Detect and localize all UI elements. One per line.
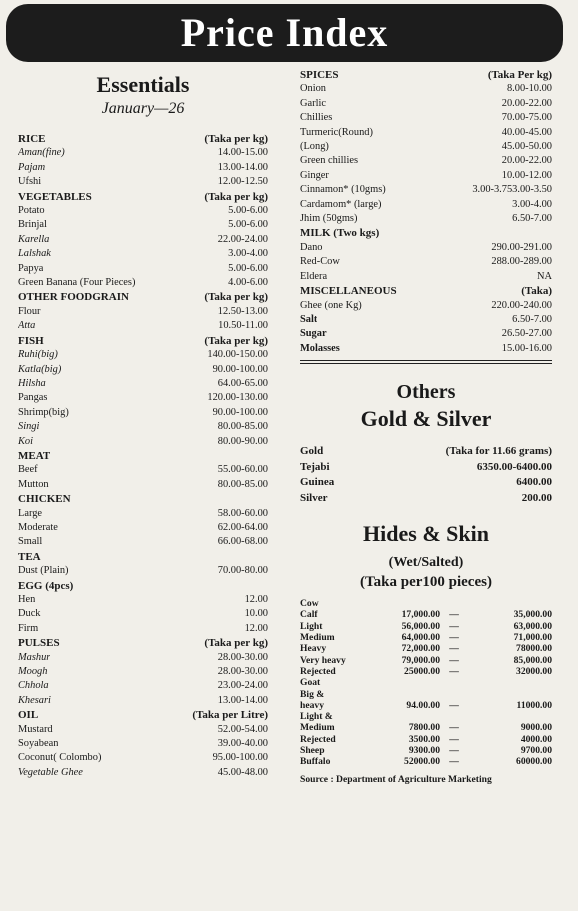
price-row [18, 161, 268, 175]
item-name: Moogh [18, 666, 48, 678]
item-name: Ruhi(big) [18, 349, 58, 361]
item-name: Hilsha [18, 377, 46, 389]
item-name: Buffalo [300, 756, 331, 768]
item-price: 12.00 [244, 622, 268, 634]
price-high: 78000.00 [516, 643, 552, 655]
category-header [18, 579, 268, 593]
price-row [300, 270, 552, 284]
item-name: Karella [18, 233, 50, 245]
price-row [300, 169, 552, 183]
item-name: Moderate [18, 521, 58, 533]
price-row [300, 342, 552, 356]
item-name: Silver [300, 491, 328, 504]
price-high: 85,000.00 [513, 654, 552, 666]
price-row [18, 391, 268, 405]
item-name: Calf [300, 609, 318, 621]
item-price: (Taka for 11.66 grams) [445, 445, 552, 458]
price-row [18, 463, 268, 477]
item-name: Red-Cow [300, 256, 340, 268]
price-low: 17,000.00 [401, 609, 440, 621]
price-low: 52000.00 [404, 756, 440, 768]
item-price: 120.00-130.00 [207, 392, 268, 404]
price-low: 9300.00 [408, 744, 440, 756]
price-high: 9700.00 [520, 744, 552, 756]
item-name: MISCELLANEOUS [300, 285, 397, 298]
item-name: Small [18, 536, 43, 548]
item-name: Firm [18, 622, 39, 634]
price-row [18, 204, 268, 218]
price-high [468, 711, 552, 722]
item-name: Koi [18, 435, 34, 447]
dash: — [449, 643, 459, 655]
essentials-column [18, 68, 268, 780]
price-row [18, 377, 268, 391]
dash: — [449, 756, 459, 768]
price-row [18, 593, 268, 607]
price-row [18, 535, 268, 549]
item-name: OTHER FOODGRAIN [18, 291, 129, 304]
item-price: 26.50-27.00 [501, 328, 552, 340]
price-row [300, 241, 552, 255]
price-row [18, 348, 268, 362]
price-high [468, 689, 552, 700]
item-name: Eldera [300, 270, 328, 282]
item-name: Molasses [300, 342, 340, 354]
item-name: Soyabean [18, 738, 59, 750]
item-price: 3.00-4.00 [228, 248, 268, 260]
price-row [18, 319, 268, 333]
dash: — [449, 665, 459, 677]
item-name: Mashur [18, 651, 51, 663]
item-price: 52.00-54.00 [217, 723, 268, 735]
item-name: Potato [18, 205, 45, 217]
category-header [18, 636, 268, 650]
gold-row [300, 444, 552, 460]
price-row [18, 420, 268, 434]
item-price: 90.00-100.00 [212, 406, 268, 418]
item-price: 80.00-85.00 [217, 478, 268, 490]
price-row [300, 111, 552, 125]
item-price: 70.00-75.00 [501, 112, 552, 124]
item-name: VEGETABLES [18, 190, 92, 203]
item-name: Cow [300, 598, 319, 610]
item-name: Light & [300, 711, 333, 723]
item-name: Beef [18, 464, 38, 476]
hides-heading: Hides & Skin [363, 521, 489, 547]
category-header [18, 492, 268, 506]
gold-silver-list [300, 444, 552, 506]
item-name: Salt [300, 313, 318, 325]
item-price: (Taka per kg) [204, 334, 268, 347]
spices-milk-misc-list [300, 68, 552, 356]
dash [440, 677, 468, 688]
divider [300, 360, 552, 361]
price-low [362, 689, 440, 700]
price-row [18, 218, 268, 232]
price-low [362, 711, 440, 722]
hide-row [300, 722, 552, 733]
item-price: 45.00-50.00 [501, 141, 552, 153]
item-name: Sheep [300, 744, 325, 756]
item-price: 290.00-291.00 [491, 241, 552, 253]
item-price: 70.00-80.00 [217, 565, 268, 577]
item-name: Heavy [300, 643, 327, 655]
price-row [300, 212, 552, 226]
item-name: Singi [18, 421, 40, 433]
price-low: 79,000.00 [401, 654, 440, 666]
price-row [18, 247, 268, 261]
essentials-heading: Essentials [96, 72, 190, 97]
item-name: Vegetable Ghee [18, 766, 83, 778]
price-row [18, 679, 268, 693]
price-low: 25000.00 [404, 665, 440, 677]
item-name: Ghee (one Kg) [300, 299, 362, 311]
price-row [300, 154, 552, 168]
item-price: 15.00-16.00 [501, 342, 552, 354]
gold-row [300, 491, 552, 507]
price-low: 64,000.00 [401, 632, 440, 644]
item-name: Very heavy [300, 654, 346, 666]
item-price: 4.00-6.00 [228, 277, 268, 289]
item-name: Coconut( Colombo) [18, 752, 102, 764]
hide-row [300, 756, 552, 767]
item-price: (Taka per kg) [204, 291, 268, 304]
hide-row [300, 655, 552, 666]
price-row [18, 737, 268, 751]
price-high [468, 677, 552, 688]
price-row [18, 507, 268, 521]
item-name: Goat [300, 677, 321, 689]
price-low: 94.00.00 [406, 699, 440, 711]
hide-row [300, 711, 552, 722]
item-price: (Taka per kg) [204, 190, 268, 203]
price-row [18, 305, 268, 319]
price-row [18, 521, 268, 535]
item-name: Atta [18, 320, 36, 332]
price-row [18, 276, 268, 290]
item-name: Mustard [18, 723, 53, 735]
source-note: Source : Department of Agriculture Marketing [300, 773, 492, 785]
item-price: 288.00-289.00 [491, 256, 552, 268]
item-price: 10.50-11.00 [218, 320, 268, 332]
hide-row [300, 609, 552, 620]
price-row [300, 327, 552, 341]
dash: — [449, 699, 459, 711]
item-price: 220.00-240.00 [491, 299, 552, 311]
gold-row [300, 475, 552, 491]
dash [440, 598, 468, 609]
item-name: Chhola [18, 680, 49, 692]
dash: — [449, 654, 459, 666]
price-row [18, 607, 268, 621]
price-row [18, 751, 268, 765]
price-row [18, 146, 268, 160]
price-high: 60000.00 [516, 756, 552, 768]
item-name: Chillies [300, 112, 333, 124]
item-price: 22.00-24.00 [217, 233, 268, 245]
item-name: Pangas [18, 392, 48, 404]
item-name: Katla(big) [18, 363, 62, 375]
price-high: 35,000.00 [513, 609, 552, 621]
item-name: Medium [300, 722, 335, 734]
item-price: 13.00-14.00 [217, 694, 268, 706]
price-low: 56,000.00 [401, 620, 440, 632]
item-price: 3.00-4.00 [512, 198, 552, 210]
item-name: Khesari [18, 694, 51, 706]
item-name: Garlic [300, 97, 326, 109]
price-low: 72,000.00 [401, 643, 440, 655]
item-price: 6.50-7.00 [512, 313, 552, 325]
item-price: 58.00-60.00 [217, 507, 268, 519]
essentials-date: January—26 [101, 100, 185, 117]
item-name: Dano [300, 241, 323, 253]
price-high: 71,000.00 [513, 632, 552, 644]
price-high: 63,000.00 [513, 620, 552, 632]
category-header [18, 290, 268, 304]
item-price: 6350.00-6400.00 [476, 460, 552, 473]
dash: — [449, 733, 459, 745]
item-price: 12.00 [244, 594, 268, 605]
category-header [18, 334, 268, 348]
item-price: (Taka Per kg) [487, 69, 552, 81]
item-price: 55.00-60.00 [217, 464, 268, 476]
item-name: Big & [300, 688, 325, 700]
item-name: Large [18, 507, 43, 519]
price-row [300, 82, 552, 96]
item-name: Medium [300, 632, 335, 644]
item-name: OIL [18, 709, 39, 722]
price-row [300, 140, 552, 154]
price-row [18, 694, 268, 708]
item-name: Cinnamon* (10gms) [300, 184, 386, 196]
item-price: 6.50-7.00 [512, 213, 552, 225]
hide-row [300, 745, 552, 756]
price-row [18, 665, 268, 679]
price-row [300, 183, 552, 197]
item-price: 28.00-30.00 [217, 651, 268, 663]
item-price: 40.00-45.00 [501, 126, 552, 138]
item-name: EGG (4pcs) [18, 579, 74, 592]
item-name: Rejected [300, 665, 336, 677]
hide-row [300, 666, 552, 677]
item-price: 66.00-68.00 [217, 536, 268, 548]
item-name: Light [300, 620, 323, 632]
category-header [300, 284, 552, 298]
item-price: 5.00-6.00 [228, 262, 268, 274]
price-row [300, 97, 552, 111]
item-name: Cardamom* (large) [300, 198, 382, 210]
item-price: 5.00-6.00 [228, 219, 268, 231]
item-name: Duck [18, 608, 41, 620]
item-name: Ufshi [18, 176, 42, 188]
price-low [362, 677, 440, 688]
item-name: Dust (Plain) [18, 565, 69, 577]
item-name: Hen [18, 594, 36, 605]
item-price: 10.00-12.00 [501, 169, 552, 181]
item-name: MEAT [18, 449, 51, 462]
item-name: heavy [300, 699, 324, 711]
item-price: 90.00-100.00 [212, 363, 268, 375]
item-name: SPICES [300, 69, 339, 81]
dash [440, 711, 468, 722]
price-row [18, 262, 268, 276]
item-price: 39.00-40.00 [217, 738, 268, 750]
item-name: MILK (Two kgs) [300, 227, 380, 240]
price-row [18, 175, 268, 189]
gold-row [300, 460, 552, 476]
item-price: NA [536, 270, 552, 282]
item-price: (Taka per kg) [204, 133, 268, 145]
price-low [362, 598, 440, 609]
dash: — [449, 632, 459, 644]
page-title: Price Index [6, 4, 563, 62]
item-price: 62.00-64.00 [217, 521, 268, 533]
hide-row [300, 598, 552, 609]
others-heading: Others [396, 381, 456, 404]
category-header [300, 68, 552, 82]
price-row [18, 723, 268, 737]
hides-list [300, 598, 552, 767]
hides-subheading: (Wet/Salted) [388, 555, 464, 571]
item-price: 8.00-10.00 [506, 83, 552, 95]
item-name: Mutton [18, 478, 49, 490]
item-price: (Taka) [521, 285, 552, 298]
item-name: TEA [18, 550, 41, 563]
item-name: Aman(fine) [18, 147, 65, 159]
item-price: (Taka per Litre) [192, 709, 268, 722]
hides-unit: (Taka per100 pieces) [360, 574, 492, 591]
price-high [468, 598, 552, 609]
item-price: 13.00-14.00 [217, 161, 268, 173]
item-price: 5.00-6.00 [228, 205, 268, 217]
item-name: Green chillies [300, 155, 358, 167]
item-name: Jhim (50gms) [300, 213, 358, 225]
price-row [18, 564, 268, 578]
item-price: 23.00-24.00 [217, 680, 268, 692]
item-price: 95.00-100.00 [212, 752, 268, 764]
gold-silver-heading: Gold & Silver [360, 406, 492, 432]
item-name: Lalshak [18, 248, 51, 260]
hide-row [300, 700, 552, 711]
item-name: Shrimp(big) [18, 406, 69, 418]
item-price: 28.00-30.00 [217, 666, 268, 678]
price-high: 32000.00 [516, 665, 552, 677]
item-price: 200.00 [521, 491, 552, 504]
item-price: 80.00-90.00 [217, 435, 268, 447]
category-header [18, 449, 268, 463]
price-row [18, 766, 268, 780]
price-row [300, 299, 552, 313]
item-name: Sugar [300, 328, 327, 340]
divider [300, 363, 552, 364]
price-row [18, 363, 268, 377]
category-header [18, 190, 268, 204]
price-row [18, 478, 268, 492]
item-name: Tejabi [300, 460, 330, 473]
item-name: (Long) [300, 141, 329, 153]
right-column [300, 68, 552, 785]
item-price: 3.00-3.753.00-3.50 [472, 184, 552, 196]
price-high: 9000.00 [520, 722, 552, 734]
item-name: Brinjal [18, 219, 47, 231]
item-name: Ginger [300, 169, 329, 181]
price-row [300, 126, 552, 140]
hide-row [300, 677, 552, 688]
item-price: 80.00-85.00 [217, 421, 268, 433]
price-high: 4000.00 [520, 733, 552, 745]
price-low: 3500.00 [408, 733, 440, 745]
item-name: PULSES [18, 637, 60, 650]
price-row [300, 255, 552, 269]
price-row [18, 651, 268, 665]
category-header [18, 550, 268, 564]
price-low: 7800.00 [408, 722, 440, 734]
item-name: RICE [18, 133, 46, 145]
item-price: 6400.00 [516, 476, 552, 489]
category-header [18, 132, 268, 146]
price-row [18, 406, 268, 420]
item-name: Turmeric(Round) [300, 126, 373, 138]
item-name: Papya [18, 262, 44, 274]
item-name: Flour [18, 305, 41, 317]
item-name: Guinea [300, 476, 335, 489]
item-name: Rejected [300, 733, 336, 745]
dash: — [449, 609, 459, 621]
item-price: 12.00-12.50 [217, 176, 268, 188]
hide-row [300, 689, 552, 700]
item-price: (Taka per kg) [204, 637, 268, 650]
dash [440, 689, 468, 700]
price-row [18, 233, 268, 247]
essentials-list [18, 132, 268, 780]
dash: — [449, 744, 459, 756]
item-price: 20.00-22.00 [501, 97, 552, 109]
category-header [300, 226, 552, 240]
price-row [18, 435, 268, 449]
item-price: 140.00-150.00 [207, 349, 268, 361]
hide-row [300, 734, 552, 745]
dash: — [449, 722, 459, 734]
hide-row [300, 621, 552, 632]
item-name: CHICKEN [18, 493, 71, 506]
hide-row [300, 643, 552, 654]
item-price: 45.00-48.00 [217, 766, 268, 778]
item-name: Pajam [18, 161, 46, 173]
item-price: 12.50-13.00 [217, 305, 268, 317]
item-price: 14.00-15.00 [217, 147, 268, 159]
item-name: Green Banana (Four Pieces) [18, 277, 136, 289]
item-price: 10.00 [244, 608, 268, 620]
item-name: FISH [18, 334, 44, 347]
hide-row [300, 632, 552, 643]
dash: — [449, 620, 459, 632]
category-header [18, 708, 268, 722]
item-name: Gold [300, 445, 324, 458]
price-row [300, 198, 552, 212]
price-row [300, 313, 552, 327]
item-price: 64.00-65.00 [217, 377, 268, 389]
price-high: 11000.00 [516, 699, 552, 711]
item-name: Onion [300, 83, 326, 95]
item-price: 20.00-22.00 [501, 155, 552, 167]
price-row [18, 622, 268, 636]
